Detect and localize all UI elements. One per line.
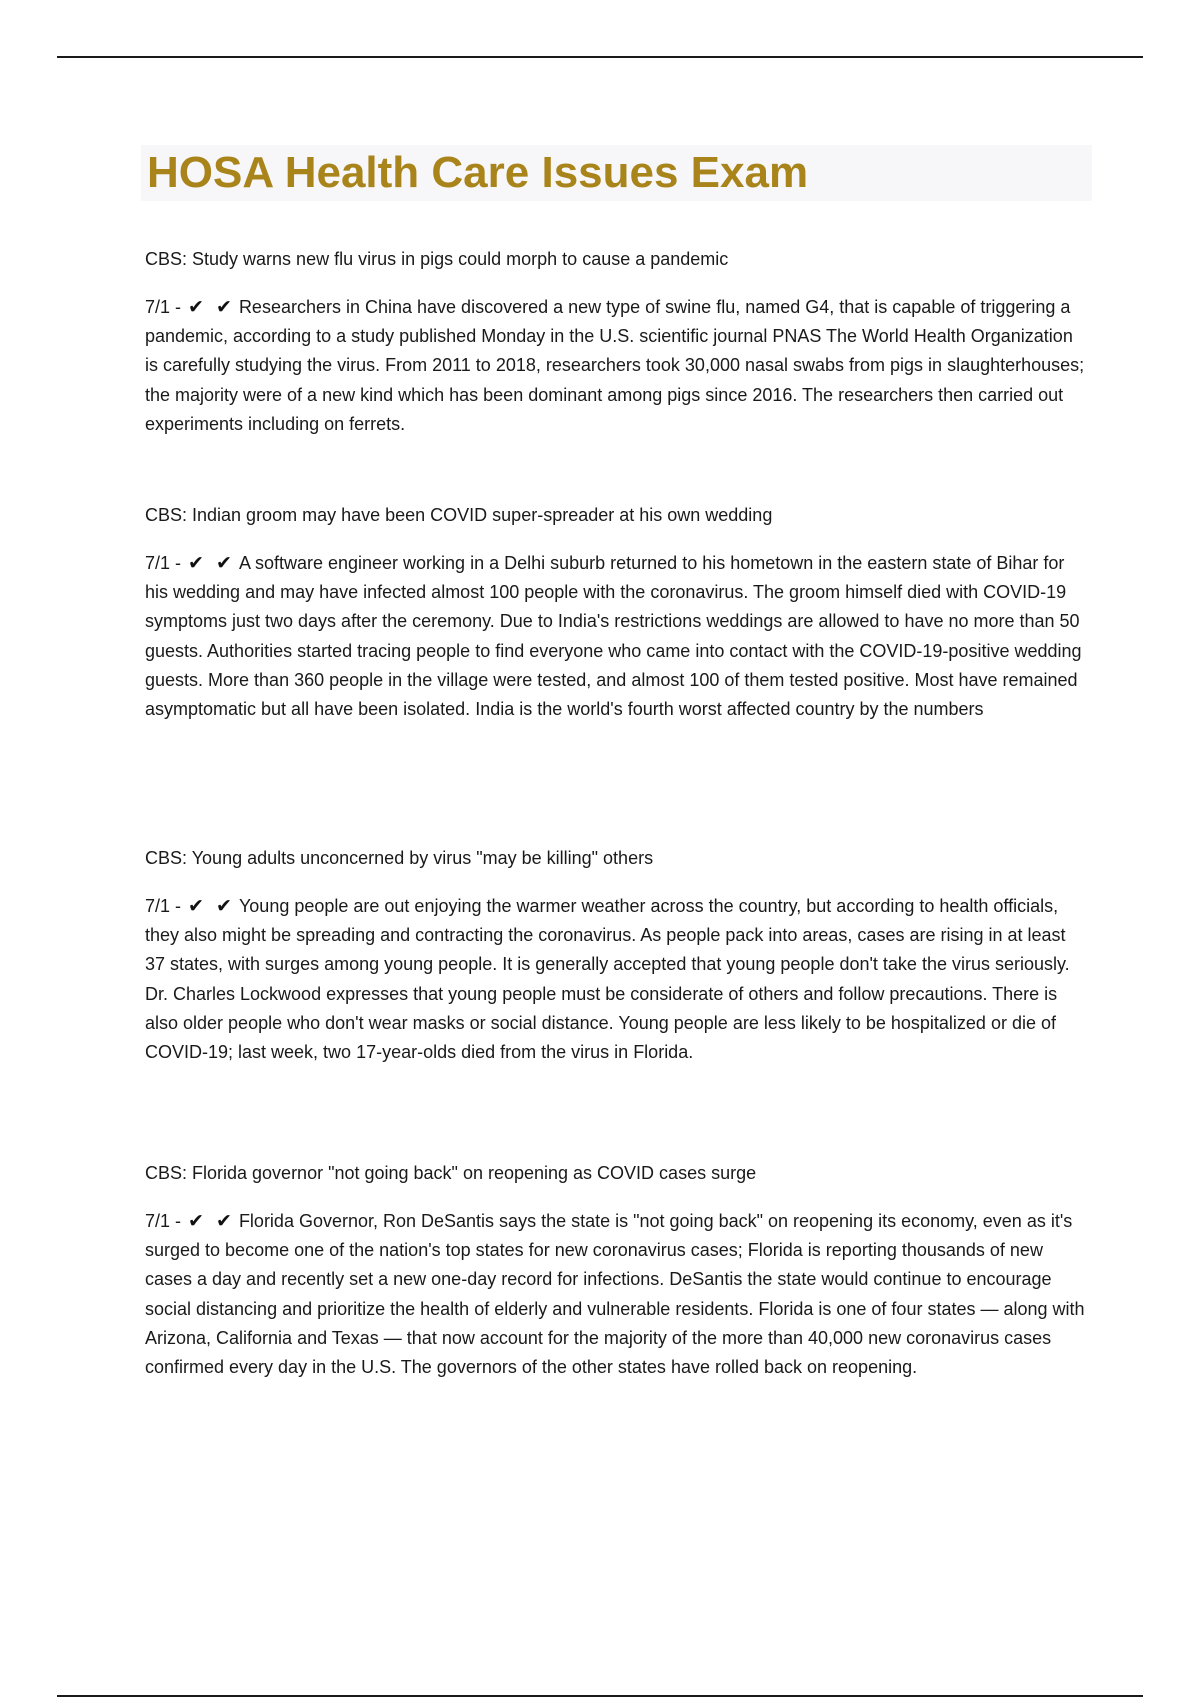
article-young-adults: [145, 844, 1089, 1067]
article-date: 7/1 -: [145, 297, 182, 317]
double-check-icon: ✔ ✔: [188, 1210, 235, 1232]
article-headline: CBS: Indian groom may have been COVID super-spreader at his own wedding: [145, 505, 773, 525]
article-headline: CBS: Young adults unconcerned by virus "may be killing" others: [145, 848, 654, 868]
article-headline: CBS: Study warns new flu virus in pigs could morph to cause a pandemic: [145, 249, 729, 269]
page-title: HOSA Health Care Issues Exam: [147, 148, 809, 197]
article-body: [145, 293, 1089, 439]
article-body: [145, 1207, 1089, 1382]
article-text: A software engineer working in a Delhi suburb returned to his hometown in the eastern state of Bihar for his wedding and may have infected almost 100 people with the coronavirus. The groom himself died with COVID-19 symptoms just two days after the ceremony. Due to India's restrictions weddings are allowed to have no more than 50 guests. Authorities started tracing people to find everyone who came into contact with the COVID-19-positive wedding guests. More than 360 people in the village were tested, and almost 100 of them tested positive. Most have remained asymptomatic but all have been isolated. India is the world's fourth worst affected country by the numbers: [145, 553, 1082, 720]
article-text: Young people are out enjoying the warmer weather across the country, but according to health officials, they also might be spreading and contracting the coronavirus. As people pack into areas, cases are rising in at least 37 states, with surges among young people. It is generally accepted that young people don't take the virus seriously. Dr. Charles Lockwood expresses that young people must be considerate of others and follow precautions. There is also older people who don't wear masks or social distance. Young people are less likely to be hospitalized or die of COVID-19; last week, two 17-year-olds died from the virus in Florida.: [145, 896, 1070, 1063]
article-body: [145, 892, 1089, 1067]
article-swine-flu: [145, 245, 1089, 439]
article-headline: CBS: Florida governor "not going back" on reopening as COVID cases surge: [145, 1163, 757, 1183]
top-rule: [57, 56, 1143, 58]
bottom-rule: [57, 1695, 1143, 1697]
double-check-icon: ✔ ✔: [188, 552, 235, 574]
double-check-icon: ✔ ✔: [188, 895, 235, 917]
article-date: 7/1 -: [145, 1211, 182, 1231]
article-date: 7/1 -: [145, 553, 182, 573]
article-text: Researchers in China have discovered a new type of swine flu, named G4, that is capable of triggering a pandemic, according to a study published Monday in the U.S. scientific journal PNAS The World Health Organization is carefully studying the virus. From 2011 to 2018, researchers took 30,000 nasal swabs from pigs in slaughterhouses; the majority were of a new kind which has been dominant among pigs since 2016. The researchers then carried out experiments including on ferrets.: [145, 297, 1085, 434]
article-indian-groom: [145, 501, 1089, 724]
article-body: [145, 549, 1089, 724]
double-check-icon: ✔ ✔: [188, 296, 235, 318]
article-text: Florida Governor, Ron DeSantis says the state is "not going back" on reopening its economy, even as it's surged to become one of the nation's top states for new coronavirus cases; Florida is reporting thousands of new cases a day and recently set a new one-day record for infections. DeSantis the state would continue to encourage social distancing and prioritize the health of elderly and vulnerable residents. Florida is one of four states — along with Arizona, California and Texas — that now account for the majority of the more than 40,000 new coronavirus cases confirmed every day in the U.S. The governors of the other states have rolled back on reopening.: [145, 1211, 1085, 1378]
article-date: 7/1 -: [145, 896, 182, 916]
article-florida-governor: [145, 1159, 1089, 1382]
